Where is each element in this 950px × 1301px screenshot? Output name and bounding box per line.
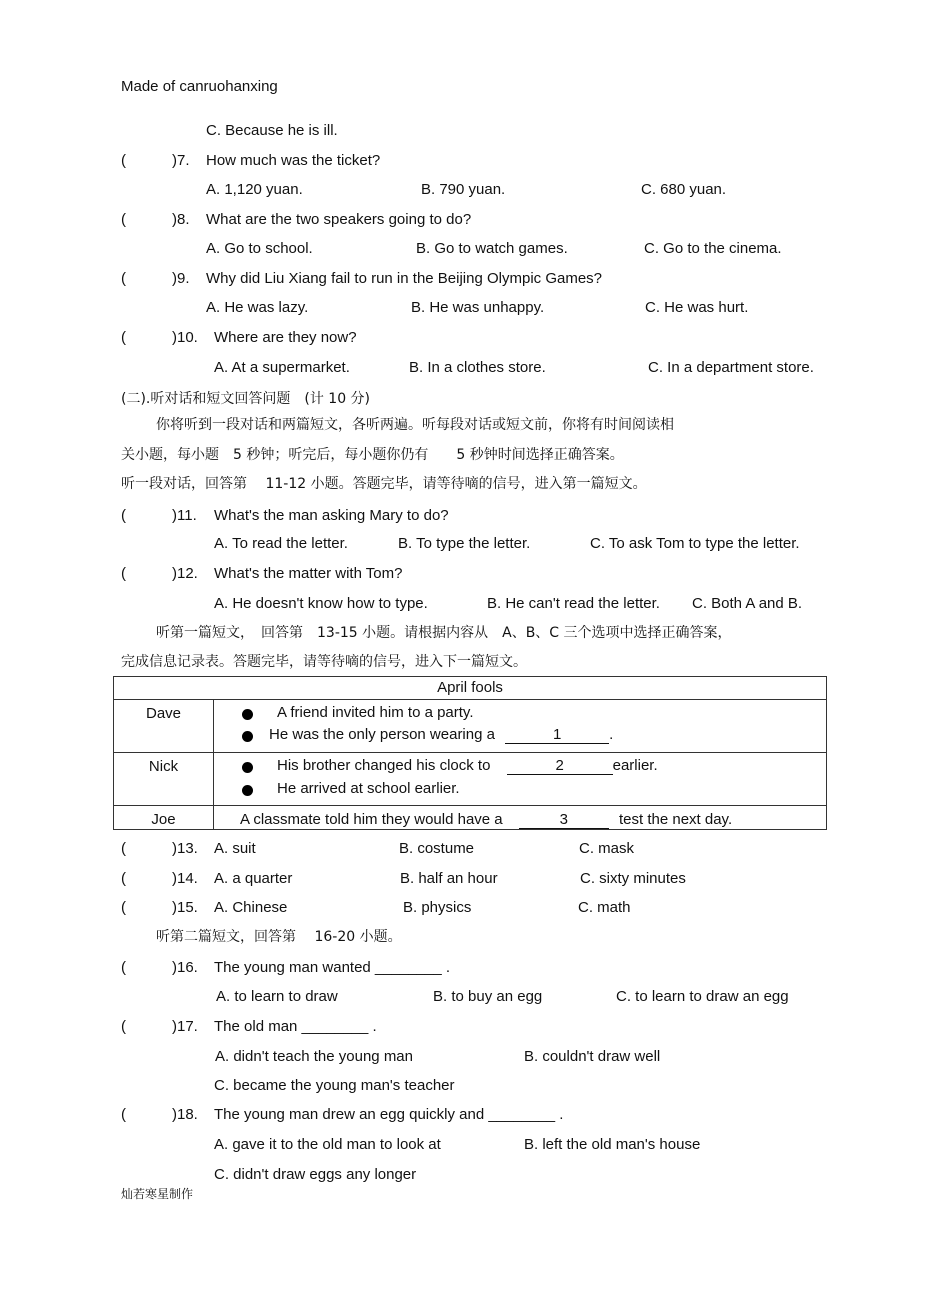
bullet-icon — [242, 731, 253, 742]
q16-option-b: B. to buy an egg — [433, 988, 543, 1005]
q13-option-a: A. suit — [214, 840, 256, 857]
answer-paren: ( — [121, 507, 126, 524]
q11-text: What's the man asking Mary to do? — [214, 507, 449, 524]
nick-line-1: His brother changed his clock to — [277, 757, 491, 774]
q17-text: The old man ________ . — [214, 1018, 377, 1035]
q9-option-c: C. He was hurt. — [645, 299, 749, 316]
answer-paren: ( — [121, 959, 126, 976]
q7-text: How much was the ticket? — [206, 152, 381, 169]
q12-option-a: A. He doesn't know how to type. — [214, 595, 428, 612]
answer-paren: ( — [121, 1106, 126, 1123]
table-name-dave: Dave — [114, 700, 214, 753]
table-cell-dave — [214, 700, 827, 753]
q16-text: The young man wanted ________ . — [214, 959, 451, 976]
april-fools-table — [113, 676, 827, 830]
q8-option-b: B. Go to watch games. — [416, 240, 568, 257]
q18-text: The young man drew an egg quickly and ________ . — [214, 1106, 564, 1123]
q15-number: )15. — [172, 899, 198, 916]
section-title: (二).听对话和短文回答问题 (计 10 分) — [121, 391, 371, 407]
section-instructions-2: 关小题，每小题 5 秒钟；听完后，每小题你仍有 5 秒钟时间选择正确答案。 — [121, 447, 624, 463]
page-footer: 灿若寒星制作 — [121, 1187, 194, 1201]
q15-option-a: A. Chinese — [214, 899, 288, 916]
q14-option-c: C. sixty minutes — [580, 870, 686, 887]
nick-line-1-end: earlier. — [612, 757, 658, 774]
q10-option-c: C. In a department store. — [648, 359, 814, 376]
answer-paren: ( — [121, 1018, 126, 1035]
section-instructions-1: 你将听到一段对话和两篇短文，各听两遍。听每段对话或短文前，你将有时间阅读相 — [156, 417, 674, 433]
table-name-joe: Joe — [114, 806, 214, 830]
q10-option-a: A. At a supermarket. — [214, 359, 350, 376]
joe-line-1-end: test the next day. — [618, 811, 733, 828]
blank-3: 3 — [519, 812, 609, 829]
answer-paren: ( — [121, 565, 126, 582]
answer-paren: ( — [121, 329, 126, 346]
bullet-icon — [242, 762, 253, 773]
blank-1: 1 — [505, 727, 609, 744]
q11-option-a: A. To read the letter. — [214, 535, 348, 552]
q17-option-c: C. became the young man's teacher — [214, 1077, 455, 1094]
q8-option-a: A. Go to school. — [206, 240, 313, 257]
q18-option-a: A. gave it to the old man to look at — [214, 1136, 441, 1153]
q12-option-b: B. He can't read the letter. — [487, 595, 660, 612]
q10-option-b: B. In a clothes store. — [409, 359, 546, 376]
q11-option-b: B. To type the letter. — [398, 535, 531, 552]
q9-option-b: B. He was unhappy. — [411, 299, 545, 316]
section-instructions-3: 听一段对话，回答第 11-12 小题。答题完毕，请等待嘀的信号，进入第一篇短文。 — [121, 476, 647, 492]
passage1-instructions-1: 听第一篇短文， 回答第 13-15 小题。请根据内容从 A、B、C 三个选项中选择正确答案， — [156, 625, 732, 641]
table-title: April fools — [114, 677, 827, 700]
bullet-icon — [242, 785, 253, 796]
q18-number: )18. — [172, 1106, 198, 1123]
q9-option-a: A. He was lazy. — [206, 299, 309, 316]
answer-paren: ( — [121, 840, 126, 857]
answer-paren: ( — [121, 270, 126, 287]
q12-text: What's the matter with Tom? — [214, 565, 403, 582]
q8-option-c: C. Go to the cinema. — [644, 240, 782, 257]
q9-text: Why did Liu Xiang fail to run in the Beijing Olympic Games? — [206, 270, 603, 287]
answer-paren: ( — [121, 152, 126, 169]
bullet-icon — [242, 709, 253, 720]
blank-2: 2 — [507, 758, 613, 775]
q13-number: )13. — [172, 840, 198, 857]
q16-number: )16. — [172, 959, 198, 976]
joe-line-1: A classmate told him they would have a — [240, 811, 503, 828]
table-name-nick: Nick — [114, 753, 214, 806]
q18-option-b: B. left the old man's house — [524, 1136, 701, 1153]
q14-option-a: A. a quarter — [214, 870, 293, 887]
answer-paren: ( — [121, 870, 126, 887]
dave-line-2: He was the only person wearing a — [269, 726, 495, 743]
q12-number: )12. — [172, 565, 198, 582]
q7-option-a: A. 1,120 yuan. — [206, 181, 303, 198]
table-cell-joe — [214, 806, 827, 830]
q17-option-b: B. couldn't draw well — [524, 1048, 661, 1065]
answer-paren: ( — [121, 899, 126, 916]
q7-number: )7. — [172, 152, 190, 169]
q15-option-b: B. physics — [403, 899, 472, 916]
q10-text: Where are they now? — [214, 329, 357, 346]
q11-option-c: C. To ask Tom to type the letter. — [590, 535, 800, 552]
q18-option-c: C. didn't draw eggs any longer — [214, 1166, 417, 1183]
dave-line-2-end: . — [609, 726, 614, 743]
q17-number: )17. — [172, 1018, 198, 1035]
q7-option-b: B. 790 yuan. — [421, 181, 506, 198]
page-header: Made of canruohanxing — [121, 78, 278, 95]
q13-option-c: C. mask — [579, 840, 635, 857]
nick-line-2: He arrived at school earlier. — [277, 780, 460, 797]
q11-number: )11. — [172, 507, 197, 524]
q12-option-c: C. Both A and B. — [692, 595, 803, 612]
answer-paren: ( — [121, 211, 126, 228]
q14-option-b: B. half an hour — [400, 870, 498, 887]
q9-number: )9. — [172, 270, 190, 287]
q8-number: )8. — [172, 211, 190, 228]
q16-option-c: C. to learn to draw an egg — [616, 988, 789, 1005]
q10-number: )10. — [172, 329, 198, 346]
q17-option-a: A. didn't teach the young man — [215, 1048, 413, 1065]
passage1-instructions-2: 完成信息记录表。答题完毕，请等待嘀的信号，进入下一篇短文。 — [121, 654, 527, 670]
q7-option-c: C. 680 yuan. — [641, 181, 727, 198]
q15-option-c: C. math — [578, 899, 631, 916]
q8-text: What are the two speakers going to do? — [206, 211, 472, 228]
q16-option-a: A. to learn to draw — [216, 988, 338, 1005]
q13-option-b: B. costume — [399, 840, 475, 857]
dave-line-1: A friend invited him to a party. — [277, 704, 474, 721]
q6-option-c: C. Because he is ill. — [206, 122, 338, 139]
q14-number: )14. — [172, 870, 198, 887]
table-cell-nick — [214, 753, 827, 806]
passage2-instructions: 听第二篇短文，回答第 16-20 小题。 — [156, 929, 402, 945]
